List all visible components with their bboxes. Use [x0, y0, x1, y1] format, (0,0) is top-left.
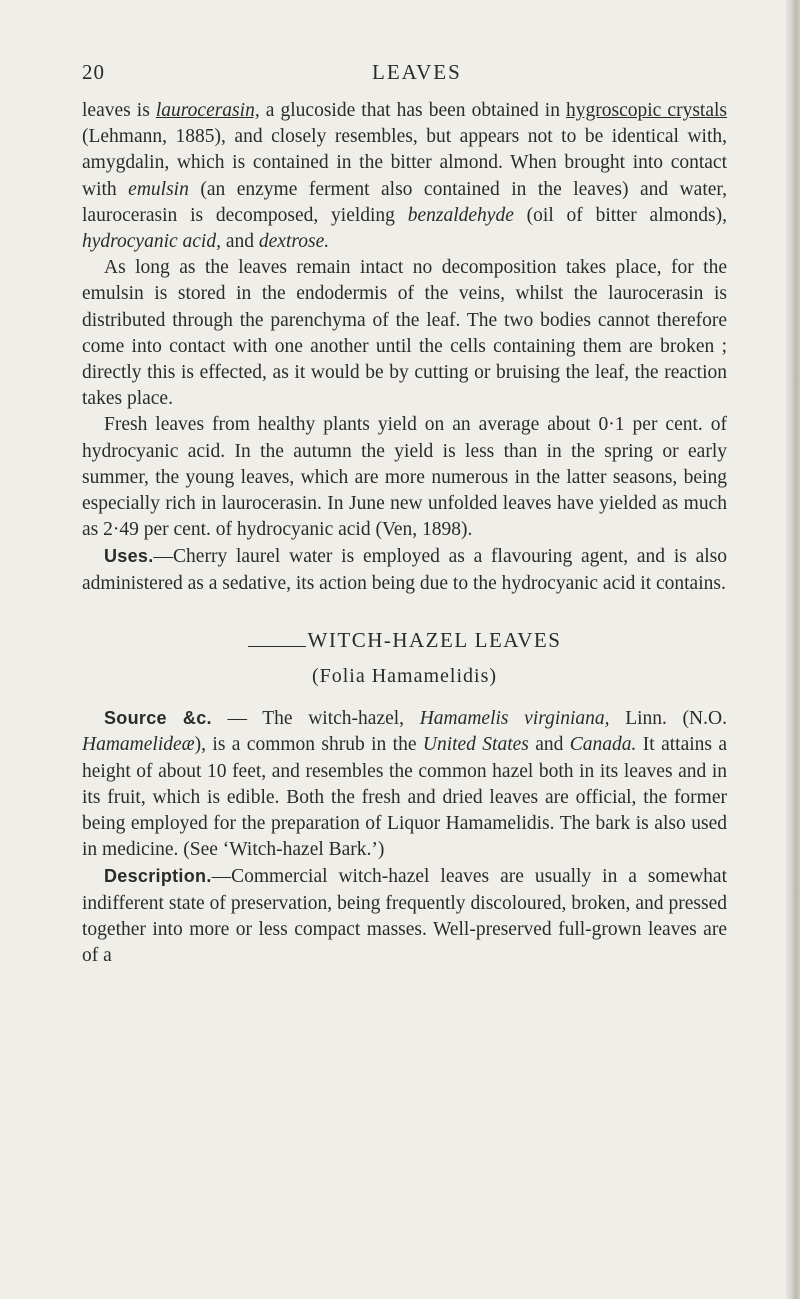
text-run: and [220, 231, 259, 253]
text-run: (Lehmann, 1885), and closely resembles, but appears not to be identical with, amygdalin, which is contained in the bitter almond. When brought into contact with [82, 126, 727, 200]
term-species: Hamamelis virginiana, [419, 708, 610, 730]
term-dextrose: dextrose. [258, 231, 330, 253]
source-label: Source &c. [104, 708, 212, 729]
paragraph-description [82, 863, 727, 969]
term-hydrocyanic-acid: hydrocyanic acid, [82, 231, 221, 253]
section-heading-text: WITCH-HAZEL LEAVES [307, 627, 562, 652]
paragraph-source [82, 705, 727, 863]
text-run: leaves is [82, 100, 156, 121]
page-edge-shadow [786, 0, 800, 1299]
section-subheading: (Folia Hamamelidis) [311, 665, 498, 688]
heading-rule [248, 646, 306, 647]
running-head [82, 60, 727, 90]
running-title: LEAVES [372, 60, 462, 84]
text-run: — The witch-hazel, [211, 708, 420, 730]
term-laurocerasin: laurocerasin, [155, 100, 260, 121]
paragraph-decomposition: As long as the leaves remain intact no decomposition takes place, for the emulsin is stored in the endodermis of the veins, whilst the laurocerasin is distributed through the parenchyma of the leaf. The two bodies cannot therefore come into contact with one another until the cells containing them are broken ; directly this is effected, as it would be by cutting or bruising the leaf, the reaction takes place. [82, 257, 727, 410]
uses-text: —Cherry laurel water is employed as a flavouring agent, and is also administered as a sedative, its action being due to the hydrocyanic acid it contains. [82, 546, 727, 594]
term-united-states: United States [422, 734, 529, 756]
paragraph-yield: Fresh leaves from healthy plants yield on an average about 0·1 per cent. of hydrocyanic acid. In the autumn the yield is less than in the spring or early summer, the young leaves, which are more numerous in the latter seasons, being especially rich in laurocerasin. In June new unfolded leaves have yielded as much as 2·49 per cent. of hydrocyanic acid (Ven, 1898). [82, 414, 727, 541]
section-heading [82, 627, 727, 653]
term-canada: Canada. [569, 734, 637, 756]
page-number: 20 [82, 60, 105, 84]
text-run: and [528, 734, 570, 756]
description-text: —Commercial witch-hazel leaves are usually in a somewhat indifferent state of preservation, being frequently discoloured, broken, and pressed together into more or less compact masses. Well-preserved full-grown leaves are of a [82, 866, 727, 967]
term-order: Hamamelideæ [82, 734, 195, 756]
text-run: (oil of bitter almonds), [513, 204, 727, 226]
paragraph-uses [82, 543, 727, 596]
text-run: (an enzyme ferment also contained in the leaves) and water, laurocerasin is decomposed, yielding [82, 178, 727, 226]
description-label: Description. [104, 866, 212, 887]
term-emulsin: emulsin [128, 178, 189, 200]
text-run: It attains a height of about 10 feet, and resembles the common hazel both in its leaves and in its fruit, which is edible. Both the fresh and dried leaves are official, the former being employed for the preparation of Liquor Hamamelidis. The bark is also used in medicine. (See ‘Witch-hazel Bark.’) [82, 734, 728, 861]
term-benzaldehyde: benzaldehyde [407, 204, 514, 226]
text-run: Linn. (N.O. [609, 708, 727, 730]
paragraph-laurocerasin [82, 98, 727, 255]
text-block [82, 98, 727, 969]
uses-label: Uses. [104, 546, 154, 567]
text-run: a glucoside that has been obtained in [259, 100, 567, 121]
text-run: ), is a common shrub in the [194, 734, 423, 756]
term-hygroscopic-crystals: hygroscopic crystals [566, 100, 727, 121]
